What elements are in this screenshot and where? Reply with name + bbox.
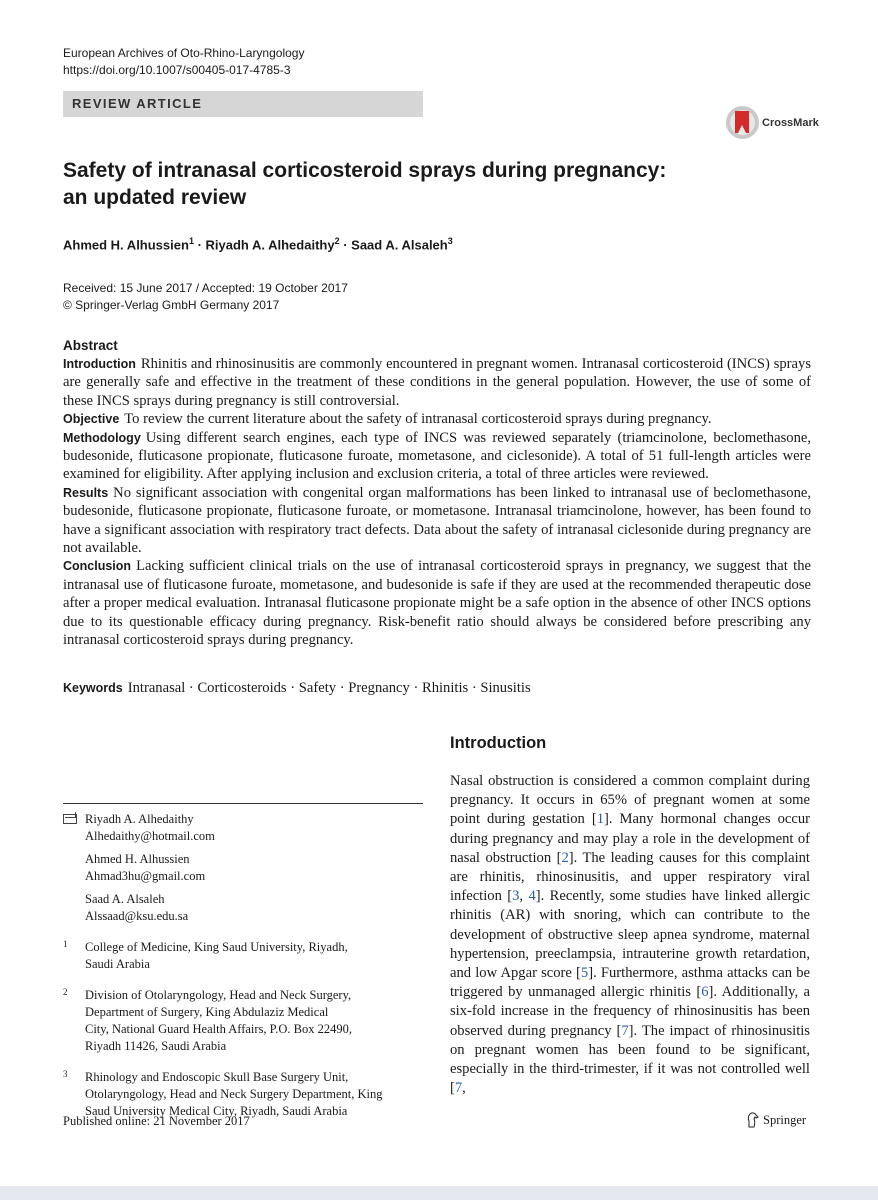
abstract-conclusion: Conclusion Lacking sufficient clinical trials on the use of intranasal corticosteroid sprays in pregnancy, we suggest that the intranasal use of fluticasone furoate, mometasone, and budesonide is safe if they are used at the recommended therapeutic dose after a proper medical evaluation. Intranasal fluticasone propionate might be a safe option in the absence of other INCS options due to its questionable efficacy during pregnancy. Risk-benefit ratio should always be considered before prescribing any intranasal corticosteroid sprays during pregnancy. <box>63 558 811 649</box>
contact-entry <box>63 851 423 885</box>
citation-link[interactable]: 2 <box>561 849 569 866</box>
envelope-icon <box>63 814 77 824</box>
article-type-label: REVIEW ARTICLE <box>72 96 203 111</box>
affiliation: 3 Rhinology and Endoscopic Skull Base Surgery Unit, Otolaryngology, Head and Neck Surgery Department, King Saud University Medical City, Riyadh, Saudi Arabia <box>63 1069 423 1120</box>
author-affil-ref: 2 <box>334 236 340 246</box>
introduction-text: ]. Many hormonal changes occur during pregnancy and may play a role in the development of nasal obstruction [ <box>450 811 810 866</box>
author-name[interactable]: Ahmed H. Alhussien <box>63 237 189 253</box>
abstract-objective: Objective To review the current literature about the safety of intranasal corticosteroid sprays during pregnancy. <box>63 411 712 428</box>
contact-name: Saad A. Alsaleh <box>85 892 165 906</box>
introduction-text: ]. The impact of rhinosinusitis on pregnant women has been found to be significant, especially in the third-trimester, if it was not controlled well [ <box>450 1022 810 1097</box>
journal-name: European Archives of Oto-Rhino-Laryngology <box>63 46 305 60</box>
citation-link[interactable]: 4 <box>528 888 536 905</box>
citation-link[interactable]: 5 <box>580 965 589 982</box>
crossmark-label: CrossMark <box>762 117 819 129</box>
viewer-bottom-bar <box>0 1186 878 1200</box>
keywords <box>63 680 531 697</box>
introduction-heading: Introduction <box>450 734 547 752</box>
correspondence-block <box>63 811 423 1120</box>
introduction-text: ]. Recently, some studies have linked allergic rhinitis (AR) with snoring, which can contribute to the development of obstructive sleep apnea syndrome, maternal hypertension, preeclampsia, intrauterine growth retardation, and low Apgar score [ <box>450 888 811 982</box>
published-date: Published online: 21 November 2017 <box>63 1114 250 1128</box>
contact-email[interactable]: Alhedaithy@hotmail.com <box>85 829 215 843</box>
author-affil-ref: 1 <box>188 236 194 246</box>
affiliation: 1 College of Medicine, King Saud University, Riyadh, Saudi Arabia <box>63 939 423 973</box>
affiliation-number: 3 <box>63 1069 68 1079</box>
contact-email[interactable]: Alssaad@ksu.edu.sa <box>85 909 189 923</box>
introduction-text: , <box>519 888 529 905</box>
introduction-text: ]. Furthermore, asthma attacks can be triggered by unmanaged allergic rhinitis [ <box>450 965 810 1001</box>
contact-email[interactable]: Ahmad3hu@gmail.com <box>85 869 206 883</box>
introduction-text: , <box>462 1080 466 1097</box>
author-name[interactable]: Riyadh A. Alhedaithy <box>205 237 335 253</box>
footnote-divider <box>63 803 423 804</box>
crossmark-icon <box>726 106 759 139</box>
doi-link[interactable]: https://doi.org/10.1007/s00405-017-4785-3 <box>63 63 291 77</box>
contact-entry <box>63 891 423 925</box>
article-dates <box>63 280 348 314</box>
citation-link[interactable]: 3 <box>512 888 520 905</box>
affiliation: 2 Division of Otolaryngology, Head and Neck Surgery, Department of Surgery, King Abdulaziz Medical City, National Guard Health Affairs, P.O. Box 22490, Riyadh 11426, Saudi Arabia <box>63 987 423 1055</box>
citation-link[interactable]: 7 <box>621 1022 629 1039</box>
abstract-results: Results No significant association with congenital organ malformations has been linked to intranasal use of beclomethasone, budesonide, fluticasone propionate, fluticasone furoate, or mometasone. Intranasal triamcinolone, however, has been found to have a significant association with respiratory tract defects. Data about the safety of intranasal ciclesonide during pregnancy are not available. <box>63 484 811 557</box>
citation-link[interactable]: 7 <box>454 1080 463 1097</box>
author-list: Ahmed H. Alhussien$^1$ · Riyadh A. Alhedaithy$^2$ · Saad A. Alsaleh$^3$ <box>63 236 453 253</box>
affiliation-number: 1 <box>63 939 68 949</box>
author-affil-ref: 3 <box>447 236 453 246</box>
article-type-banner <box>63 91 423 117</box>
publisher-name: Springer <box>763 1113 807 1127</box>
copyright: © Springer-Verlag GmbH Germany 2017 <box>63 298 280 312</box>
contact-name: Ahmed H. Alhussien <box>85 852 190 866</box>
introduction-body <box>450 772 810 1098</box>
springer-horse-icon <box>746 1112 759 1128</box>
keywords-label: Keywords <box>63 681 123 695</box>
citation-link[interactable]: 1 <box>596 811 605 828</box>
introduction-text: Nasal obstruction is considered a common complaint during pregnancy. It occurs in 65% of pregnant women at some point during gestation [ <box>450 773 810 828</box>
abstract-methodology: Methodology Using different search engines, each type of INCS was reviewed separately (triamcinolone, beclomethasone, budesonide, fluticasone propionate, fluticasone furoate, mometasone, and ciclesonide). A total of 51 full-length articles were examined for eligibility. After applying inclusion and exclusion criteria, a total of three articles were reviewed. <box>63 429 811 483</box>
author-name[interactable]: Saad A. Alsaleh <box>351 237 448 253</box>
keywords-list: Intranasal · Corticosteroids · Safety · Pregnancy · Rhinitis · Sinusitis <box>127 680 531 696</box>
introduction-text: ]. Additionally, a six-fold increase in the frequency of rhinosinusitis has been observed during pregnancy [ <box>450 984 811 1039</box>
abstract-introduction: Introduction Rhinitis and rhinosinusitis are commonly encountered in pregnant women. Intranasal corticosteroid (INCS) sprays are generally safe and effective in the treatment of these conditions in the general population. However, the use of some of these INCS sprays during pregnancy is still controversial. <box>63 356 811 409</box>
citation-link[interactable]: 6 <box>701 984 709 1001</box>
crossmark-button[interactable] <box>726 106 826 142</box>
received-accepted: Received: 15 June 2017 / Accepted: 19 October 2017 <box>63 281 348 295</box>
article-title: Safety of intranasal corticosteroid sprays during pregnancy: an updated review <box>63 159 667 209</box>
contact-entry <box>63 811 423 845</box>
journal-header <box>63 45 304 79</box>
introduction-text: ]. The leading causes for this complaint are rhinitis, rhinosinusitis, and upper respiratory viral infection [ <box>450 849 810 905</box>
contact-name: Riyadh A. Alhedaithy <box>85 812 194 826</box>
affiliation-number: 2 <box>63 987 68 997</box>
abstract-heading: Abstract <box>63 338 118 353</box>
abstract <box>63 338 811 650</box>
springer-logo <box>746 1111 816 1131</box>
